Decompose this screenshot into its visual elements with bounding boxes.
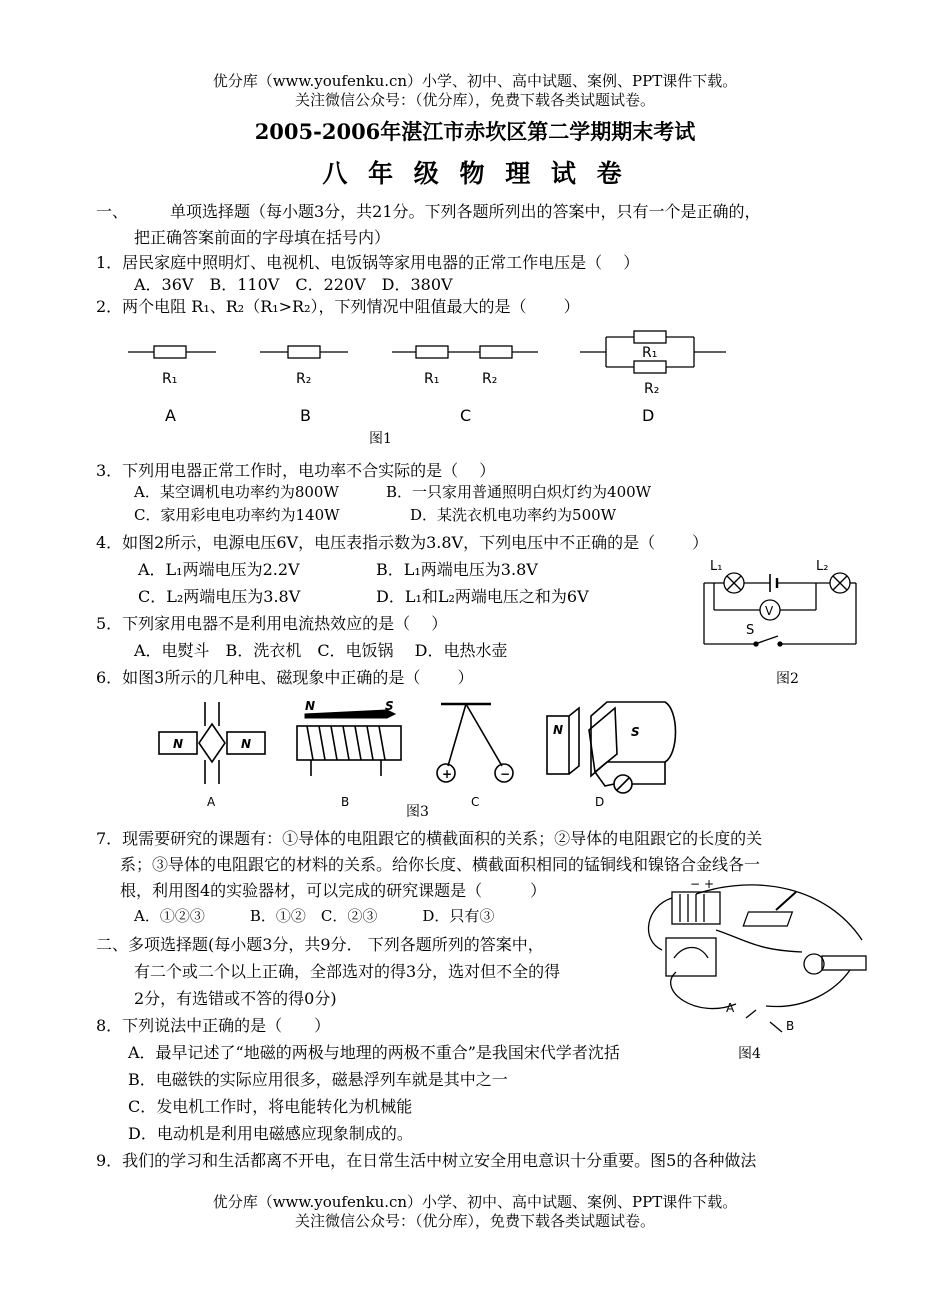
- q1-options: A．36V B．110V C．220V D．380V: [134, 275, 453, 294]
- q3-stem: 3．下列用电器正常工作时，电功率不合实际的是（ ）: [96, 461, 496, 480]
- fig1-label-c2: R₂: [482, 371, 498, 387]
- fig3-a-n-right: N: [241, 737, 252, 751]
- figure-3-caption: 图3: [406, 804, 429, 820]
- figure-4-apparatus: [636, 877, 876, 1033]
- exam-subtitle: 八 年 级 物 理 试 卷: [322, 159, 628, 188]
- q5-options: A．电熨斗 B．洗衣机 C．电饭锅 D．电热水壶: [134, 641, 508, 660]
- footer-line-2: 关注微信公众号：（优分库），免费下载各类试题试卷。: [294, 1212, 655, 1230]
- q7-line-2: 系；③导体的电阻跟它的材料的关系。给你长度、横截面积相同的锰铜线和镍铬合金线各一: [120, 855, 761, 874]
- q8-stem: 8．下列说法中正确的是（ ）: [96, 1016, 331, 1035]
- fig3-letter-c: C: [471, 795, 480, 809]
- header-line-2: 关注微信公众号：（优分库），免费下载各类试题试卷。: [294, 91, 655, 109]
- section1-instruction-1: 单项选择题（每小题3分，共21分。下列各题所列出的答案中，只有一个是正确的，: [170, 202, 761, 221]
- fig3-a-n-left: N: [173, 737, 184, 751]
- resistor-c1: [416, 346, 448, 358]
- exam-title: 2005-2006年湛江市赤坎区第二学期期末考试: [254, 119, 696, 144]
- section1-instruction-2: 把正确答案前面的字母填在括号内）: [134, 228, 391, 247]
- section2-line-2: 有二个或二个以上正确，全部选对的得3分，选对但不全的得: [134, 962, 561, 981]
- fig3-c-plus: +: [442, 767, 453, 781]
- resistor-a: [154, 346, 186, 358]
- section2-line-3: 2分，有选错或不答的得0分): [134, 989, 337, 1008]
- resistor-d1: [634, 331, 666, 343]
- figure-1-caption: 图1: [369, 431, 392, 447]
- fig4-label-b: B: [786, 1019, 795, 1033]
- q7-line-3: 根，利用图4的实验器材，可以完成的研究课题是（ ）: [120, 881, 547, 900]
- fig2-label-l2: L₂: [816, 559, 829, 574]
- fig1-letter-d: D: [642, 406, 655, 425]
- q8-option-a: A．最早记述了“地磁的两极与地理的两极不重合”是我国宋代学者沈括: [128, 1043, 620, 1062]
- q8-option-c: C．发电机工作时，将电能转化为机械能: [128, 1097, 413, 1116]
- q4-option-b: B．L₁两端电压为3.8V: [376, 560, 538, 579]
- q3-option-a: A．某空调机电功率约为800W: [134, 483, 339, 501]
- switch-icon: [758, 636, 778, 643]
- q9-stem: 9．我们的学习和生活都离不开电，在日常生活中树立安全用电意识十分重要。图5的各种做法: [96, 1151, 757, 1170]
- figure-4-caption: 图4: [738, 1046, 761, 1062]
- section2-line-1: 二、多项选择题(每小题3分，共9分． 下列各题所列的答案中，: [96, 935, 544, 954]
- fig3-d-s: S: [631, 725, 640, 739]
- fig4-plus: +: [704, 877, 715, 891]
- fig3-c-minus: −: [500, 767, 511, 781]
- rheostat-icon: [804, 954, 824, 974]
- fig2-label-v: V: [765, 604, 774, 618]
- q2-stem: 2．两个电阻 R₁、R₂（R₁>R₂），下列情况中阻值最大的是（ ）: [96, 297, 580, 316]
- fig1-label-d1: R₁: [642, 345, 658, 361]
- compass-icon: [199, 724, 225, 762]
- q8-option-d: D．电动机是利用电磁感应现象制成的。: [128, 1124, 413, 1143]
- fig1-letter-c: C: [460, 406, 472, 425]
- fig2-label-l1: L₁: [710, 559, 723, 574]
- header-line-1: 优分库（www.youfenku.cn）小学、初中、高中试题、案例、PPT课件下载。: [212, 72, 738, 90]
- fig3-b-n: N: [305, 699, 316, 713]
- fig1-label-d2: R₂: [644, 381, 660, 397]
- ammeter-icon: [666, 938, 716, 976]
- switch-box-icon: [743, 912, 792, 926]
- q5-stem: 5．下列家用电器不是利用电流热效应的是（ ）: [96, 614, 448, 633]
- section1-number: 一、: [96, 202, 129, 221]
- q6-stem: 6．如图3所示的几种电、磁现象中正确的是（ ）: [96, 668, 474, 687]
- resistor-c2: [480, 346, 512, 358]
- fig3-d-n: N: [553, 723, 564, 737]
- q4-stem: 4．如图2所示，电源电压6V，电压表指示数为3.8V，下列电压中不正确的是（ ）: [96, 533, 709, 552]
- figure-3-magnetism: [155, 698, 685, 813]
- fig3-letter-a: A: [207, 795, 216, 809]
- fig4-minus: −: [690, 877, 701, 891]
- fig3-letter-b: B: [341, 795, 350, 809]
- fig1-label-c1: R₁: [424, 371, 440, 387]
- resistor-b: [288, 346, 320, 358]
- q3-option-d: D．某洗衣机电功率约为500W: [410, 506, 617, 524]
- q7-options: A．①②③ B．①② C．②③ D．只有③: [134, 907, 495, 925]
- fig3-b-s: S: [385, 699, 394, 713]
- fig1-letter-b: B: [300, 406, 311, 425]
- fig2-label-s: S: [746, 623, 755, 638]
- fig1-label-a: R₁: [162, 371, 178, 387]
- fig1-letter-a: A: [165, 406, 176, 425]
- q8-option-b: B．电磁铁的实际应用很多，磁悬浮列车就是其中之一: [128, 1070, 508, 1089]
- figure-1-resistor-circuits: [120, 325, 740, 425]
- q3-option-c: C．家用彩电电功率约为140W: [134, 506, 340, 524]
- fig4-label-a: A: [726, 1001, 735, 1015]
- fig3-letter-d: D: [595, 795, 605, 809]
- q4-option-a: A．L₁两端电压为2.2V: [138, 560, 300, 579]
- fig1-label-b: R₂: [296, 371, 312, 387]
- q7-line-1: 7．现需要研究的课题有：①导体的电阻跟它的横截面积的关系；②导体的电阻跟它的长度的关: [96, 829, 763, 848]
- q4-option-c: C．L₂两端电压为3.8V: [138, 587, 301, 606]
- q4-option-d: D．L₁和L₂两端电压之和为6V: [376, 587, 589, 606]
- resistor-d2: [634, 361, 666, 373]
- q3-option-b: B．一只家用普通照明白炽灯约为400W: [386, 483, 652, 501]
- q1-stem: 1．居民家庭中照明灯、电视机、电饭锅等家用电器的正常工作电压是（ ）: [96, 253, 640, 272]
- figure-2-circuit: [698, 558, 858, 658]
- figure-2-caption: 图2: [776, 671, 799, 687]
- footer-line-1: 优分库（www.youfenku.cn）小学、初中、高中试题、案例、PPT课件下载。: [212, 1193, 738, 1211]
